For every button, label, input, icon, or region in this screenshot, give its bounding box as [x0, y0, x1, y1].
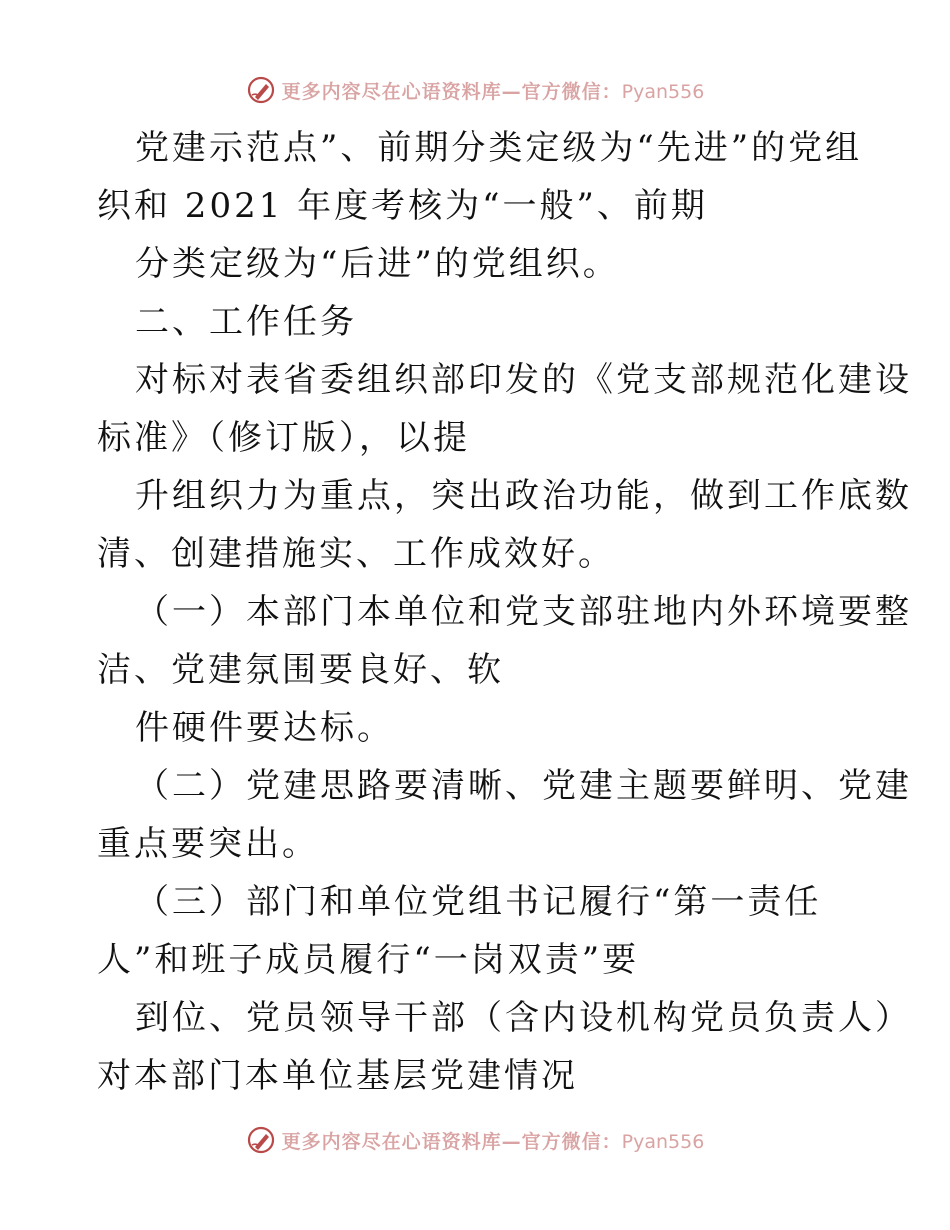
pen-logo-icon: [246, 1125, 276, 1155]
text-line: 重点要突出。: [97, 824, 319, 864]
text-line: 织和 2021 年度考核为“一般”、前期: [97, 186, 708, 226]
text-line: 党建示范点”、前期分类定级为“先进”的党组: [135, 128, 863, 168]
text-line: （二）党建思路要清晰、党建主题要鲜明、党建: [135, 766, 912, 806]
text-line: 洁、党建氛围要良好、软: [97, 650, 504, 690]
text-line: 人”和班子成员履行“一岗双责”要: [97, 940, 640, 980]
section-heading: 二、工作任务: [135, 302, 357, 342]
header-watermark: [0, 73, 950, 107]
watermark-text: 更多内容尽在心语资料库—官方微信：Pyan556: [281, 1130, 705, 1153]
watermark-text: 更多内容尽在心语资料库—官方微信：Pyan556: [281, 80, 705, 103]
text-line: （一）本部门本单位和党支部驻地内外环境要整: [135, 592, 912, 632]
text-line: 清、创建措施实、工作成效好。: [97, 534, 615, 574]
text-line: （三）部门和单位党组书记履行“第一责任: [135, 882, 822, 922]
text-line: 对本部门本单位基层党建情况: [97, 1056, 578, 1096]
pen-logo-icon: [246, 75, 276, 105]
text-line: 到位、党员领导干部（含内设机构党员负责人）: [135, 998, 912, 1038]
footer-watermark: [0, 1123, 950, 1157]
text-line: 升组织力为重点，突出政治功能，做到工作底数: [135, 476, 912, 516]
text-line: 对标对表省委组织部印发的《党支部规范化建设: [135, 360, 912, 400]
text-line: 分类定级为“后进”的党组织。: [135, 244, 620, 284]
text-line: 件硬件要达标。: [135, 708, 394, 748]
text-line: 标准》（修订版），以提: [97, 418, 470, 458]
